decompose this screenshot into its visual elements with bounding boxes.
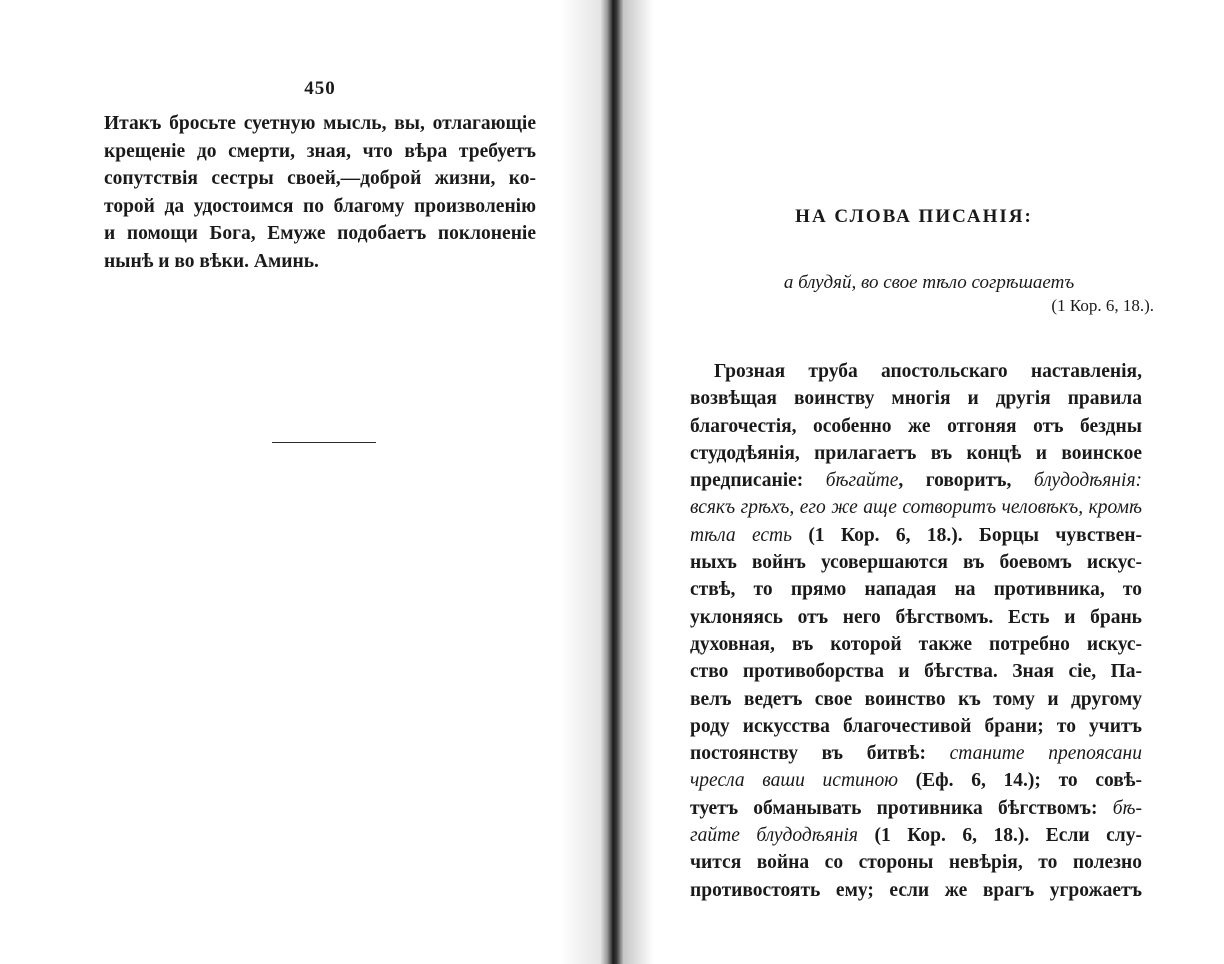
epigraph: а блудяй, во свое тѣло согрѣшаетъ: [783, 272, 1075, 293]
text-line: [690, 877, 1142, 904]
text-line: [690, 576, 1142, 603]
italic-quote: станите препоясани: [949, 743, 1142, 765]
text-segment: , говоритъ,: [898, 470, 1034, 492]
text-line: сопутствія сестры своей,—доброй жизни, ко-: [104, 168, 536, 189]
left-page-text: [104, 110, 536, 275]
text-line: [690, 467, 1142, 494]
right-page-text: [690, 358, 1142, 904]
text-segment: (1 Кор. 6, 18.). Борцы чувствен-: [791, 524, 1142, 546]
text-segment: Грозная труба апостольскаго наставленія,: [714, 361, 1142, 382]
text-line: [690, 767, 1142, 794]
text-segment: велъ ведетъ свое воинство къ тому и другому: [690, 688, 1142, 710]
text-line: [690, 604, 1142, 631]
italic-quote: бѣгайте: [825, 470, 899, 492]
italic-quote: чресла ваши истиною: [690, 770, 898, 792]
text-line: [690, 440, 1142, 467]
epigraph-reference: (1 Кор. 6, 18.).: [1051, 296, 1154, 315]
text-segment: возвѣщая воинству многія и другія правила: [690, 388, 1142, 410]
text-line: и помощи Бога, Емуже подобаетъ поклоненіе: [104, 223, 536, 244]
text-line: Итакъ бросьте суетную мысль, вы, отлагающіе: [104, 113, 536, 134]
text-line: [690, 385, 1142, 412]
text-line: [690, 795, 1142, 822]
text-segment: ныхъ войнъ усовершаются въ боевомъ искус-: [690, 552, 1142, 574]
text-segment: благочестія, особенно же отгоняя отъ бездны: [690, 415, 1142, 437]
text-segment: противостоять ему; если же врагъ угрожаетъ: [690, 879, 1142, 901]
text-segment: духовная, въ которой также потребно искус-: [690, 633, 1142, 655]
text-segment: (Еф. 6, 14.); то совѣ-: [897, 770, 1142, 792]
text-line: [690, 822, 1142, 849]
italic-quote: тѣла есть: [690, 524, 792, 546]
text-line: [690, 686, 1142, 713]
right-page: [624, 0, 1224, 964]
text-segment: предписаніе:: [690, 470, 826, 492]
italic-quote: бѣ-: [1112, 797, 1142, 819]
text-segment: (1 Кор. 6, 18.). Если слу-: [857, 825, 1142, 847]
italic-quote: блудодѣянія:: [1033, 470, 1143, 492]
text-segment: туетъ обманывать противника бѣгствомъ:: [690, 797, 1113, 819]
book-gutter: [600, 0, 624, 964]
section-heading: НА СЛОВА ПИСАНІЯ:: [795, 206, 1033, 227]
text-line: [690, 631, 1142, 658]
text-segment: роду искусства благочестивой брани; то учитъ: [690, 715, 1142, 737]
text-line: торой да удостоимся по благому произволенію: [104, 195, 536, 217]
text-line: [690, 740, 1142, 767]
text-line: [690, 849, 1142, 876]
left-page: [0, 0, 600, 964]
text-line: [690, 413, 1142, 440]
section-divider: [272, 442, 376, 443]
text-line: [690, 494, 1142, 521]
text-line: [690, 522, 1142, 549]
text-segment: уклоняясь отъ него бѣгствомъ. Есть и брань: [690, 606, 1142, 628]
text-line: [690, 549, 1142, 576]
page-number: 450: [304, 78, 336, 99]
italic-quote: гайте блудодѣянія: [690, 825, 858, 847]
text-line: [690, 658, 1142, 685]
text-line: [690, 358, 1142, 385]
text-line: [690, 713, 1142, 740]
italic-quote: всякъ грѣхъ, его же аще сотворитъ человѣкъ, кромѣ: [690, 497, 1142, 519]
text-segment: постоянству въ битвѣ:: [690, 743, 950, 765]
text-line: крещеніе до смерти, зная, что вѣра требуетъ: [104, 140, 536, 162]
text-line: нынѣ и во вѣки. Аминь.: [104, 250, 319, 272]
text-segment: ствѣ, то прямо нападая на противника, то: [690, 579, 1142, 601]
text-segment: студодѣянія, прилагаетъ въ концѣ и воинское: [690, 442, 1142, 464]
text-segment: ство противоборства и бѣгства. Зная сіе, Па-: [690, 661, 1142, 683]
text-segment: чится война со стороны невѣрія, то полезно: [690, 852, 1142, 874]
